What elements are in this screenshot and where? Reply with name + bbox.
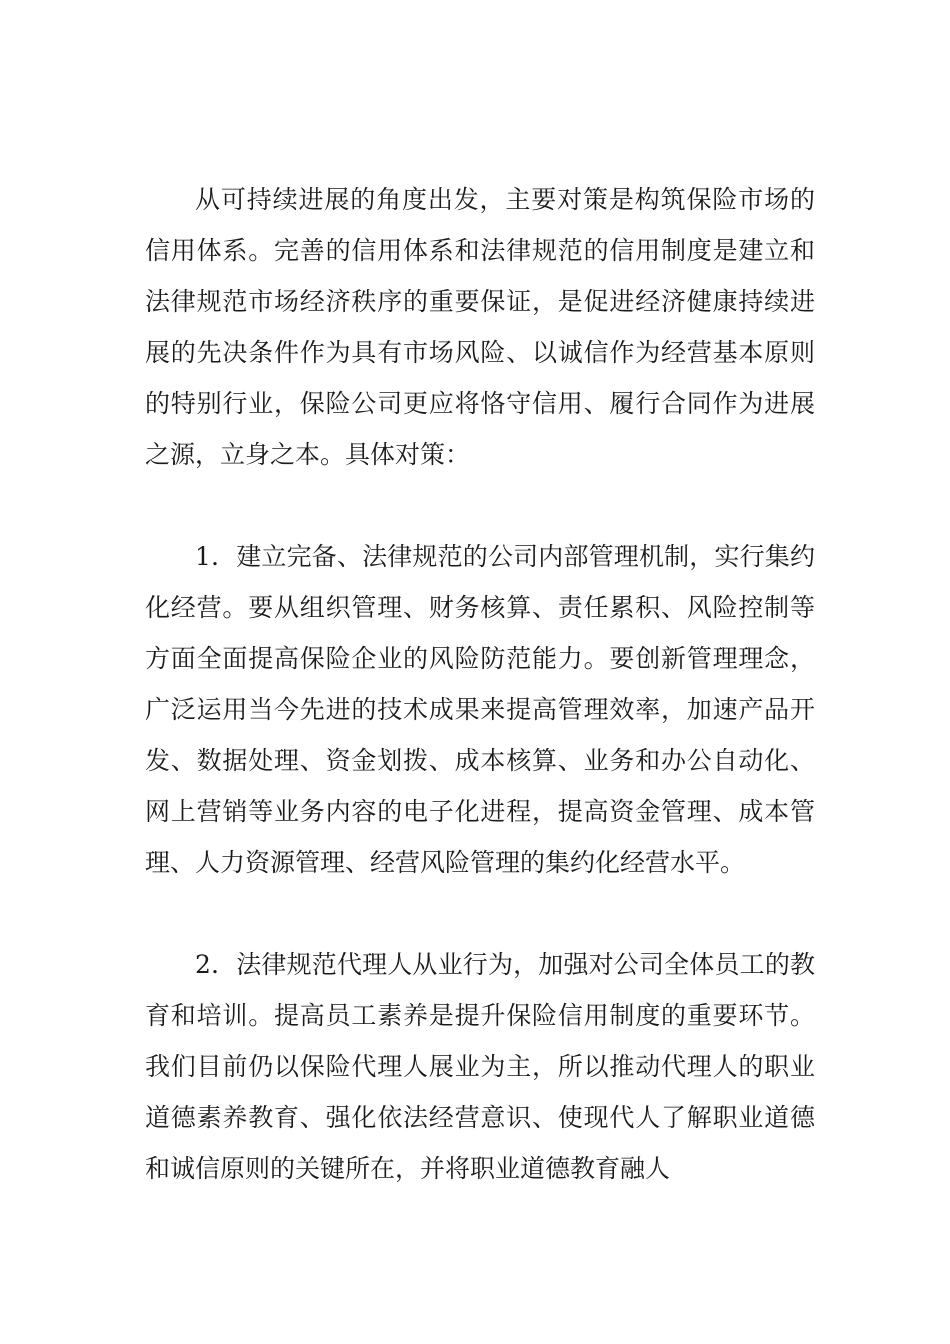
paragraph-intro: 从可持续进展的角度出发，主要对策是构筑保险市场的信用体系。完善的信用体系和法律规范的信用制度是建立和法律规范市场经济秩序的重要保证，是促进经济健康持续进展的先决条件作为具有市场风险、以诚信作为经营基本原则的特别行业，保险公司更应将恪守信用、履行合同作为进展之源，立身之本。具体对策： [145, 185, 815, 469]
paragraph-item-1: 1．建立完备、法律规范的公司内部管理机制，实行集约化经营。要从组织管理、财务核算、责任累积、风险控制等方面全面提高保险企业的风险防范能力。要创新管理理念，广泛运用当今先进的技术成果来提高管理效率，加速产品开发、数据处理、资金划拨、成本核算、业务和办公自动化、网上营销等业务内容的电子化进程，提高资金管理、成本管理、人力资源管理、经营风险管理的集约化经营水平。 [145, 542, 815, 877]
paragraph-item-2: 2．法律规范代理人从业行为，加强对公司全体员工的教育和培训。提高员工素养是提升保险信用制度的重要环节。我们目前仍以保险代理人展业为主，所以推动代理人的职业道德素养教育、强化依法经营意识、使现代人了解职业道德和诚信原则的关键所在，并将职业道德教育融人 [145, 950, 815, 1183]
document-body [145, 174, 815, 1194]
